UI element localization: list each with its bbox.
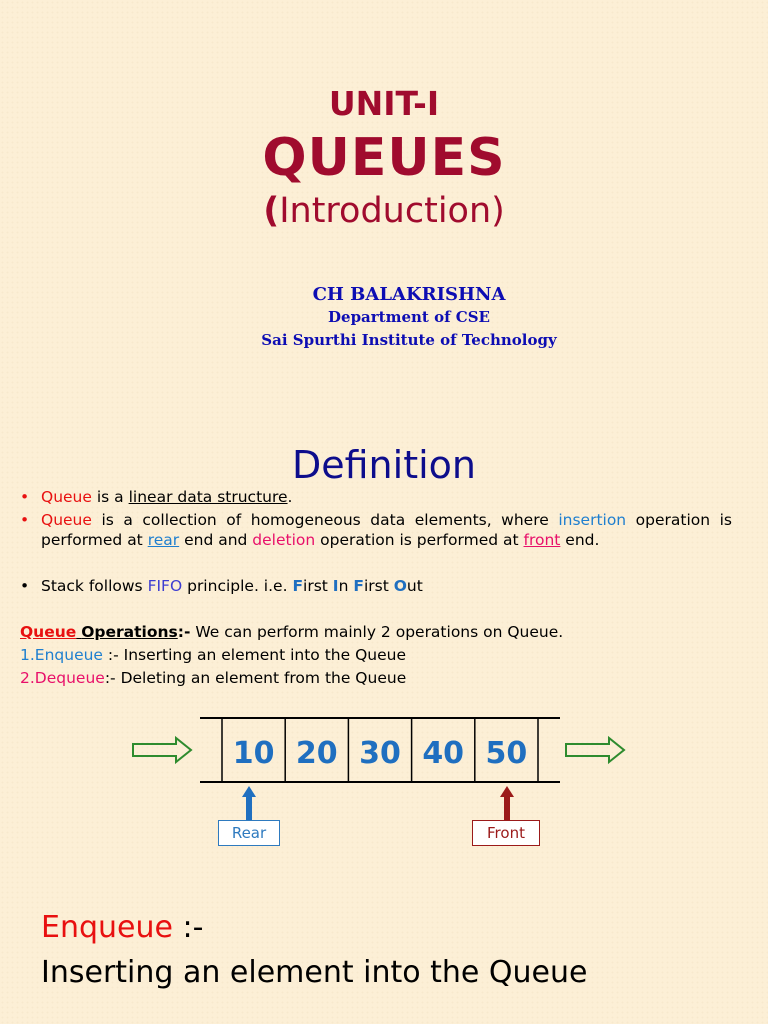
text-fragment: principle. i.e. [182, 577, 293, 595]
text-fragment: :- Deleting an element from the Queue [104, 669, 407, 687]
dequeue-label: 2.Dequeue [20, 669, 105, 687]
operations-heading [20, 621, 740, 644]
enqueue-description: Inserting an element into the Queue [41, 955, 588, 990]
operations-word: Operations [81, 623, 178, 641]
text-fragment: irst [303, 577, 333, 595]
subtitle-text: Introduction) [279, 191, 505, 231]
text-fragment: . [287, 488, 293, 506]
unit-label: UNIT-I [328, 84, 440, 123]
enqueue-word: Enqueue [41, 910, 173, 945]
operations-queue-word: Queue [20, 623, 77, 641]
queue-cell-value: 40 [422, 736, 465, 771]
queue-diagram [0, 700, 768, 860]
text-fragment: is a collection of homogeneous data elements, where [91, 511, 559, 529]
linear-data-structure-term: linear data structure [128, 488, 288, 506]
text-fragment: n [338, 577, 354, 595]
enqueue-label: 1.Enqueue [20, 646, 103, 664]
text-fragment: is a [91, 488, 129, 506]
bullet-text [41, 488, 732, 508]
text-fragment: ut [406, 577, 423, 595]
queue-cell-value: 20 [295, 736, 338, 771]
front-pointer-arrow-icon [500, 786, 514, 820]
enqueue-heading [41, 910, 203, 945]
fifo-letter: I [332, 577, 339, 595]
queue-cells [222, 718, 538, 782]
text-fragment: :- Inserting an element into the Queue [102, 646, 406, 664]
bullet-dot: • [20, 511, 30, 529]
subtitle-open-paren: ( [263, 191, 280, 231]
fifo-letter: F [353, 577, 364, 595]
text-fragment: :- [177, 623, 191, 641]
queue-operations [20, 621, 740, 690]
bullet-dot: • [20, 577, 30, 595]
fifo-letter: F [292, 577, 304, 595]
front-label: Front [472, 820, 540, 846]
fifo-letter: O [393, 577, 407, 595]
enqueue-arrow-icon [133, 738, 191, 762]
fifo-term: FIFO [147, 577, 183, 595]
queue-term: Queue [41, 488, 92, 506]
bullet-item [20, 511, 732, 550]
rear-label: Rear [218, 820, 280, 846]
insertion-term: insertion [558, 511, 627, 529]
operation-enqueue [20, 644, 740, 667]
text-fragment: irst [363, 577, 394, 595]
queue-cell-value: 10 [232, 736, 275, 771]
text-fragment: :- [172, 910, 204, 945]
queue-cell-value: 50 [485, 736, 528, 771]
page-subtitle [0, 191, 768, 231]
text-fragment: end. [560, 530, 600, 549]
dequeue-arrow-icon [566, 738, 624, 762]
queue-cell-value: 30 [359, 736, 401, 771]
bullet-item [20, 488, 732, 508]
bullet-item [20, 577, 732, 597]
author-institute: Sai Spurthi Institute of Technology [261, 331, 557, 349]
front-term: front [523, 530, 561, 549]
text-fragment: end and [179, 530, 253, 549]
author-name: CH BALAKRISHNA [312, 284, 506, 305]
bullet-text [41, 577, 732, 597]
definition-bullets [20, 488, 732, 608]
text-fragment: We can perform mainly 2 operations on Queue. [190, 623, 564, 641]
page-title: QUEUES [262, 128, 506, 188]
bullet-text [41, 511, 732, 550]
rear-term: rear [147, 530, 180, 549]
operation-dequeue [20, 667, 740, 690]
definition-heading: Definition [291, 443, 476, 487]
queue-term: Queue [41, 511, 92, 529]
text-fragment: operation is performed at [315, 530, 524, 549]
bullet-dot: • [20, 488, 30, 506]
rear-pointer-arrow-icon [242, 786, 256, 820]
text-fragment: operation is performed at [41, 511, 733, 549]
author-department: Department of CSE [328, 308, 490, 326]
text-fragment: Stack follows [41, 577, 148, 595]
deletion-term: deletion [252, 530, 316, 549]
